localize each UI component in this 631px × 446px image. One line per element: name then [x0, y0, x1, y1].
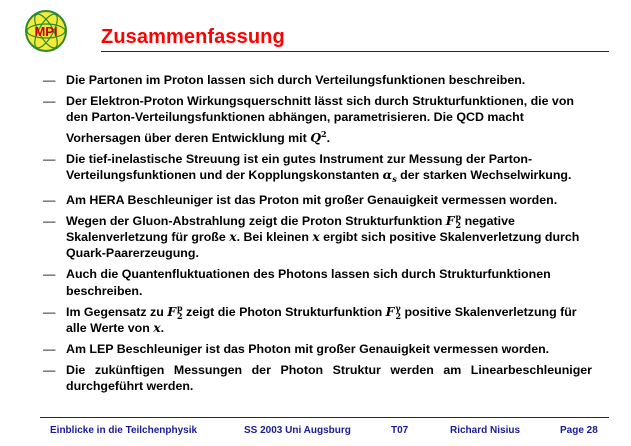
- bullet-dash: —: [43, 151, 56, 166]
- bullet-dash: —: [43, 341, 56, 356]
- math-q: [310, 130, 326, 145]
- math-alpha-subscript: s: [392, 173, 397, 184]
- footer-author: Richard Nisius: [450, 425, 521, 436]
- bullet-item-9: [40, 362, 592, 395]
- slide-title: Zusammenfassung: [101, 26, 285, 48]
- math-f-subscript: 2: [455, 219, 462, 230]
- mpi-logo: [24, 9, 68, 53]
- math-q-symbol: Q: [310, 129, 321, 145]
- item-text-end: .: [326, 130, 331, 145]
- item-text-end: der starken Wechselwirkung.: [396, 167, 572, 182]
- bullet-dash: —: [43, 213, 56, 228]
- bullet-item-1: [40, 72, 592, 88]
- item-text-end: .: [160, 320, 165, 335]
- math-f-symbol: F: [445, 212, 455, 228]
- footer-semester: SS 2003 Uni Augsburg: [244, 425, 351, 436]
- math-alpha-s: [383, 167, 397, 182]
- item-text-mid2: positive Skalenverletzung für alle Werte von: [66, 304, 577, 335]
- bullet-list: [40, 72, 592, 399]
- item-text: Am LEP Beschleuniger ist das Photon mit großer Genauigkeit vermessen worden.: [66, 341, 550, 356]
- bullet-item-8: [40, 341, 592, 357]
- math-q-exponent: 2: [321, 128, 327, 139]
- item-text: Die Partonen im Proton lassen sich durch Verteilungsfunktionen beschreiben.: [66, 73, 526, 87]
- math-f2-photon: [386, 304, 401, 319]
- math-f-superscript: γ: [395, 302, 401, 313]
- bullet-dash: —: [43, 93, 56, 108]
- math-f-subscript: 2: [395, 310, 402, 321]
- footer-page: Page 28: [560, 425, 598, 436]
- bullet-dash: —: [43, 267, 56, 282]
- footer-course: Einblicke in die Teilchenphysik: [50, 425, 198, 436]
- bullet-item-2: [40, 93, 592, 146]
- item-text-mid: zeigt die Photon Strukturfunktion: [182, 304, 386, 319]
- bullet-dash: —: [43, 192, 56, 207]
- math-f-superscript: p: [455, 211, 462, 222]
- bullet-dash: —: [43, 304, 56, 319]
- math-f-superscript: p: [177, 302, 183, 313]
- logo-text: MPI: [34, 24, 58, 39]
- item-text: Der Elektron-Proton Wirkungsquerschnitt lässt sich durch Strukturfunktionen, die von den Parton-Verteilungsfunktionen abhängen, parametrisieren. Die QCD macht Vorhersagen über deren Entwicklung mit: [66, 93, 574, 145]
- bullet-dash: —: [43, 362, 56, 377]
- bullet-item-5: [40, 213, 592, 262]
- math-alpha-symbol: α: [382, 166, 393, 182]
- footer-lecture: T07: [391, 425, 409, 436]
- math-f-symbol: F: [385, 303, 395, 319]
- item-text: Am HERA Beschleuniger ist das Proton mit großer Genauigkeit vermessen worden.: [66, 192, 558, 207]
- bullet-item-6: [40, 266, 592, 299]
- item-text-mid: negative Skalenverletzung für große: [66, 213, 515, 245]
- math-x: x: [153, 319, 161, 335]
- item-text: Im Gegensatz zu: [66, 304, 168, 319]
- bullet-item-7: [40, 304, 592, 337]
- item-text: Auch die Quantenfluktuationen des Photons lassen sich durch Strukturfunktionen beschreiben.: [66, 267, 551, 298]
- footer-rule: [40, 417, 609, 418]
- math-f2-proton: [167, 304, 182, 319]
- item-text-mid2: . Bei kleinen: [236, 230, 313, 245]
- math-f2-proton: [446, 213, 461, 228]
- item-text: Wegen der Gluon-Abstrahlung zeigt die Proton Strukturfunktion: [66, 213, 446, 228]
- math-x: x: [312, 229, 320, 245]
- bullet-dash: —: [43, 73, 56, 87]
- title-rule: [101, 51, 609, 52]
- math-f-subscript: 2: [177, 310, 183, 321]
- bullet-item-4: [40, 192, 592, 208]
- item-text: Die zukünftigen Messungen der Photon Struktur werden am Linearbeschleuniger durchgeführt werden.: [66, 362, 592, 394]
- bullet-item-3: [40, 151, 592, 188]
- math-x: x: [229, 229, 237, 245]
- math-f-symbol: F: [167, 303, 177, 319]
- item-text-end: ergibt sich positive Skalenverletzung durch Quark-Paarerzeugung.: [66, 230, 580, 261]
- item-text: Die tief-inelastische Streuung ist ein gutes Instrument zur Messung der Parton-Verteilungsfunktionen und der Kopplungskonstanten: [66, 151, 533, 182]
